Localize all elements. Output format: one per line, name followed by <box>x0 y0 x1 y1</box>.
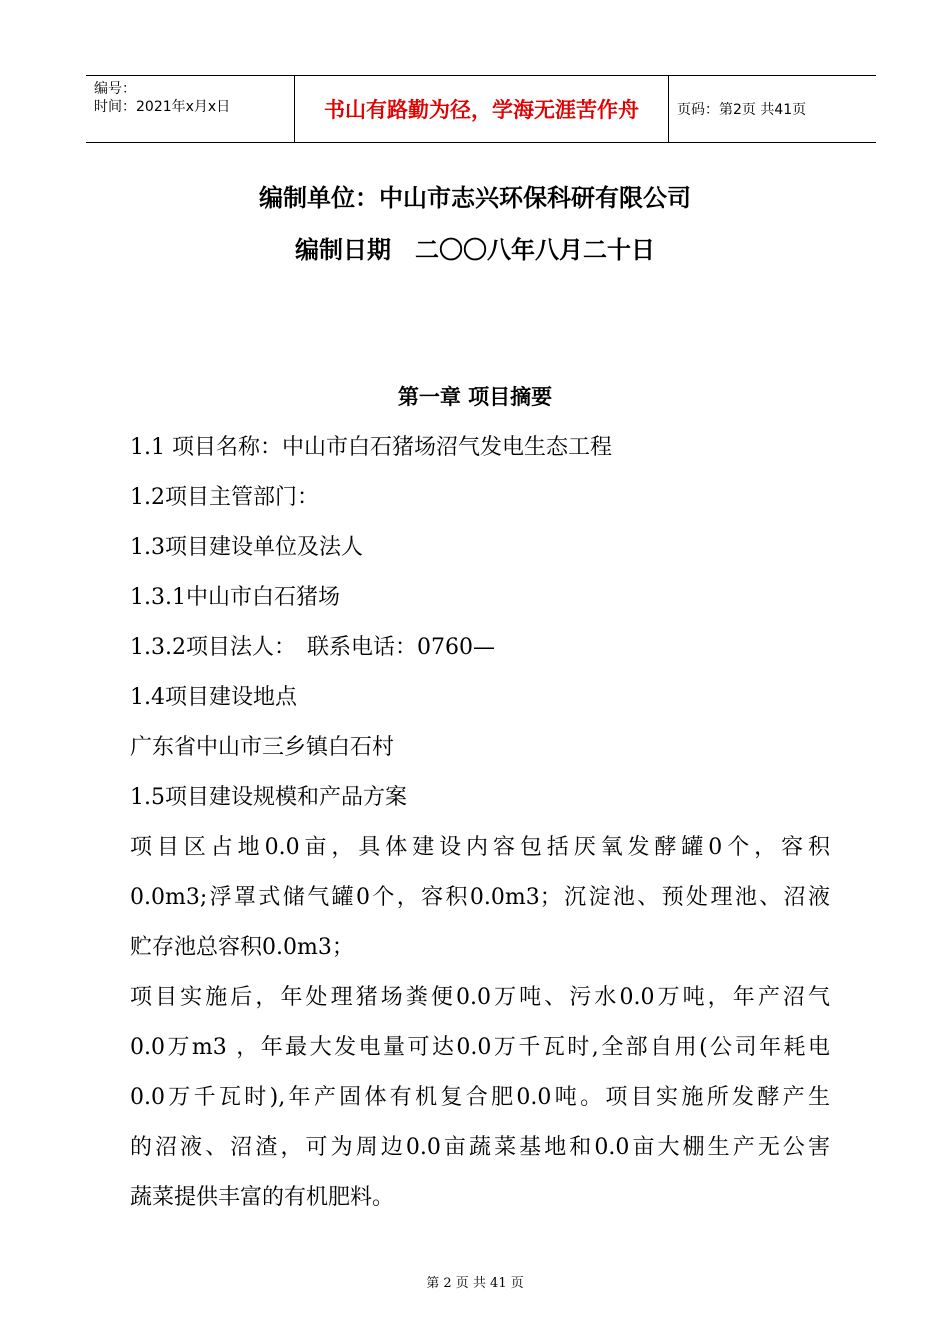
chapter-title: 第一章 项目摘要 <box>397 385 553 409</box>
time-label: 时间：2021年x月x日 <box>94 99 231 115</box>
page-header <box>86 75 876 143</box>
text-line: 蔬菜提供丰富的有机肥料。 <box>130 1185 395 1210</box>
text-line: 0.0万千瓦时),年产固体有机复合肥0.0吨。项目实施所发酵产生 <box>130 1085 830 1110</box>
text-line: 广东省中山市三乡镇白石村 <box>130 735 395 760</box>
text-line: 贮存池总容积0.0m3； <box>130 935 354 960</box>
text-line: 1.1 项目名称：中山市白石猪场沼气发电生态工程 <box>130 435 612 460</box>
number-label: 编号： <box>94 81 136 97</box>
text-line: 1.5项目建设规模和产品方案 <box>130 785 407 810</box>
page-footer: 第 2 页 共 41 页 <box>426 1276 524 1291</box>
header-motto: 书山有路勤为径，学海无涯苦作舟 <box>295 76 669 143</box>
text-line: 项目区占地0.0亩，具体建设内容包括厌氧发酵罐0个，容积 <box>130 835 830 860</box>
text-line: 0.0万m3 ，年最大发电量可达0.0万千瓦时,全部自用(公司年耗电 <box>130 1035 830 1060</box>
compiling-org: 编制单位：中山市志兴环保科研有限公司 <box>259 184 691 212</box>
text-line: 0.0m3;浮罩式储气罐0个，容积0.0m3；沉淀池、预处理池、沼液 <box>130 885 830 910</box>
compiling-date: 编制日期 二〇〇八年八月二十日 <box>295 236 655 264</box>
header-page-info: 页码：第2页 共41页 <box>677 102 807 118</box>
header-meta <box>86 76 295 143</box>
text-line: 1.2项目主管部门： <box>130 485 319 510</box>
text-line: 1.3.2项目法人： 联系电话：0760— <box>130 635 495 660</box>
text-line: 项目实施后，年处理猪场粪便0.0万吨、污水0.0万吨，年产沼气 <box>130 985 830 1010</box>
text-line: 1.3.1中山市白石猪场 <box>130 585 340 610</box>
text-line: 1.3项目建设单位及法人 <box>130 535 363 560</box>
text-line: 的沼液、沼渣，可为周边0.0亩蔬菜基地和0.0亩大棚生产无公害 <box>130 1135 830 1160</box>
text-line: 1.4项目建设地点 <box>130 685 297 710</box>
